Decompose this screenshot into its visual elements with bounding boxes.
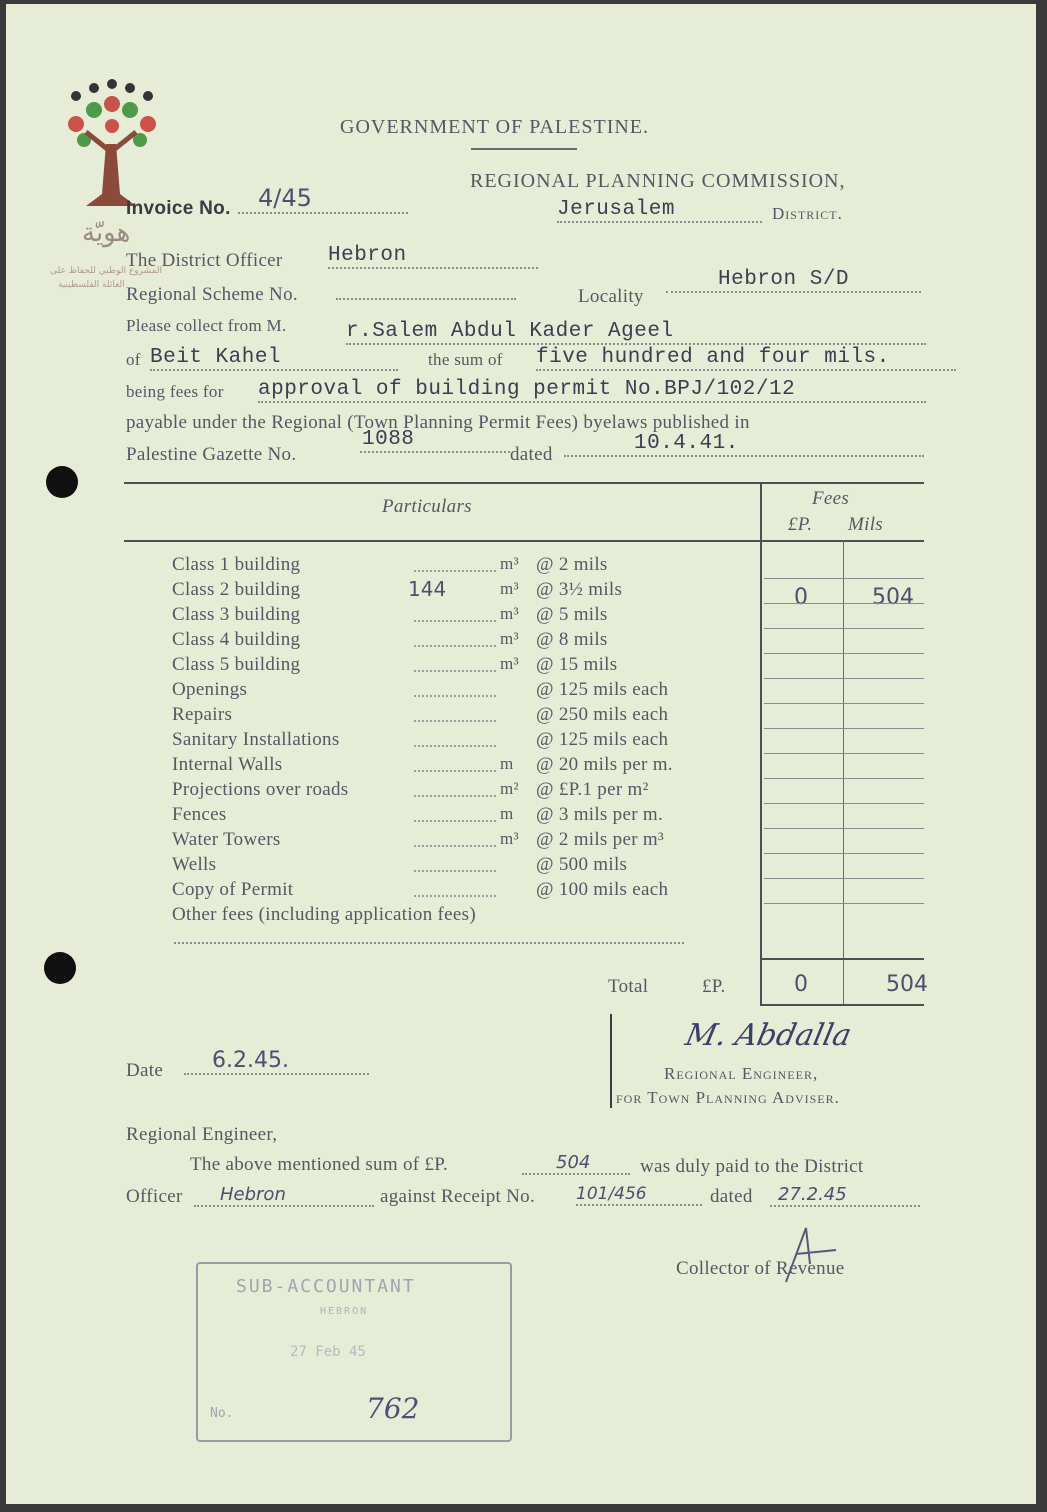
row-quantity-dots xyxy=(414,695,496,697)
fee-row-rule xyxy=(764,603,924,604)
stamp-line-1: SUB-ACCOUNTANT xyxy=(236,1276,416,1297)
row-unit: m² xyxy=(500,779,519,798)
fee-row-rule xyxy=(764,853,924,854)
lp-header: £P. xyxy=(788,514,813,535)
row-unit: m³ xyxy=(500,829,519,848)
logo-caption-1: المشروع الوطني للحفاظ على xyxy=(50,266,163,276)
of-label: of xyxy=(126,350,141,369)
row-quantity-dots xyxy=(414,795,496,797)
mils-header: Mils xyxy=(848,514,883,535)
row-rate: @ 20 mils per m. xyxy=(536,754,673,775)
collect-value: r.Salem Abdul Kader Ageel xyxy=(346,320,926,345)
receipt-officer-value: Hebron xyxy=(194,1184,374,1207)
fee-row-rule xyxy=(764,778,924,779)
row-name: Fences xyxy=(172,804,227,825)
collector-label: Collector of Revenue xyxy=(676,1258,845,1279)
row-fee-lp: 0 xyxy=(794,585,808,610)
fee-row-rule xyxy=(764,703,924,704)
receipt-amount: 504 xyxy=(522,1152,630,1175)
receipt-number-value: 101/456 xyxy=(576,1184,702,1206)
fee-row-rule xyxy=(764,878,924,879)
row-quantity-dots xyxy=(414,745,496,747)
receipt-salutation: Regional Engineer, xyxy=(126,1124,278,1145)
gazette-dated-label: dated xyxy=(510,444,553,465)
row-quantity-dots xyxy=(414,820,496,822)
other-fees-dots xyxy=(174,942,684,944)
table-top-rule xyxy=(124,482,924,484)
government-heading: GOVERNMENT OF PALESTINE. xyxy=(340,116,650,138)
punch-hole-top xyxy=(46,466,78,498)
date-label: Date xyxy=(126,1060,164,1081)
fees-for-label: being fees for xyxy=(126,382,224,401)
row-rate: @ 3 mils per m. xyxy=(536,804,664,825)
signature: M. Abdalla xyxy=(682,1018,855,1053)
row-unit: m³ xyxy=(500,554,519,573)
of-value: Beit Kahel xyxy=(150,346,398,371)
gazette-dated-value: 10.4.41. xyxy=(564,432,924,457)
row-quantity-dots xyxy=(414,720,496,722)
scheme-label: Regional Scheme No. xyxy=(126,284,298,305)
invoice-document xyxy=(6,4,1036,1504)
row-rate: @ 500 mils xyxy=(536,854,628,875)
row-unit: m³ xyxy=(500,579,519,598)
col-divider-1 xyxy=(760,482,762,1004)
signature-bracket xyxy=(610,1014,612,1108)
fee-row-rule xyxy=(764,803,924,804)
row-name: Sanitary Installations xyxy=(172,729,340,750)
tree-logo-icon xyxy=(56,74,166,214)
fee-row-rule xyxy=(764,653,924,654)
row-name: Internal Walls xyxy=(172,754,283,775)
row-quantity-dots xyxy=(414,570,496,572)
stamp-line-4: No. xyxy=(210,1406,234,1421)
receipt-line1-a: The above mentioned sum of £P. xyxy=(190,1154,449,1175)
fees-for-value: approval of building permit No.BPJ/102/12 xyxy=(258,378,926,403)
invoice-label: Invoice No. xyxy=(126,198,231,219)
row-name: Class 3 building xyxy=(172,604,301,625)
signature-title-2: for Town Planning Adviser. xyxy=(616,1088,840,1107)
row-rate: @ 2 mils per m³ xyxy=(536,829,664,850)
row-rate: @ 100 mils each xyxy=(536,879,669,900)
stamp-line-3: 27 Feb 45 xyxy=(290,1344,366,1360)
row-quantity-dots xyxy=(414,895,496,897)
row-rate: @ 15 mils xyxy=(536,654,618,675)
total-currency: £P. xyxy=(702,976,726,997)
row-name: Class 4 building xyxy=(172,629,301,650)
invoice-value: 4/45 xyxy=(238,184,408,214)
district-label: District. xyxy=(772,204,843,223)
signature-title-1: Regional Engineer, xyxy=(664,1064,819,1083)
officer-value: Hebron xyxy=(328,244,538,269)
sum-value: five hundred and four mils. xyxy=(536,346,956,371)
row-name: Copy of Permit xyxy=(172,879,294,900)
row-name: Class 1 building xyxy=(172,554,301,575)
district-value: Jerusalem xyxy=(557,198,762,223)
gazette-label: Palestine Gazette No. xyxy=(126,444,297,465)
commission-heading: REGIONAL PLANNING COMMISSION, xyxy=(470,170,846,192)
row-unit: m xyxy=(500,754,514,773)
row-quantity-dots xyxy=(414,845,496,847)
logo-caption-2: العائلة الفلسطينية xyxy=(58,280,125,290)
collect-label: Please collect from M. xyxy=(126,316,287,335)
total-mils: 504 xyxy=(886,972,928,997)
col-divider-2 xyxy=(843,540,844,1004)
receipt-line1-b: was duly paid to the District xyxy=(640,1156,864,1177)
officer-label: The District Officer xyxy=(126,250,283,271)
row-quantity-dots xyxy=(414,870,496,872)
row-rate: @ 8 mils xyxy=(536,629,608,650)
row-rate: @ 3½ mils xyxy=(536,579,623,600)
row-name: Class 2 building xyxy=(172,579,301,600)
logo xyxy=(56,74,176,254)
header-rule xyxy=(124,540,924,542)
row-quantity: 144 xyxy=(408,577,447,601)
row-rate: @ 2 mils xyxy=(536,554,608,575)
scheme-dots xyxy=(336,298,516,300)
total-top-rule xyxy=(760,958,924,960)
row-name: Water Towers xyxy=(172,829,281,850)
stamp-number: 762 xyxy=(366,1392,420,1425)
particulars-header: Particulars xyxy=(382,496,472,517)
fee-row-rule xyxy=(764,753,924,754)
row-rate: @ 250 mils each xyxy=(536,704,669,725)
row-unit: m xyxy=(500,804,514,823)
row-quantity-dots xyxy=(414,770,496,772)
row-unit: m³ xyxy=(500,654,519,673)
collector-initials-icon xyxy=(776,1224,846,1284)
receipt-officer-label: Officer xyxy=(126,1186,183,1207)
fees-header: Fees xyxy=(812,488,850,509)
heading-divider xyxy=(471,148,577,150)
gazette-value: 1088 xyxy=(360,428,510,453)
fee-row-rule xyxy=(764,678,924,679)
row-rate: @ 125 mils each xyxy=(536,679,669,700)
row-name: Wells xyxy=(172,854,217,875)
receipt-dated-label: dated xyxy=(710,1186,753,1207)
date-value: 6.2.45. xyxy=(184,1048,369,1075)
row-unit: m³ xyxy=(500,604,519,623)
total-label: Total xyxy=(608,976,649,997)
locality-value: Hebron S/D xyxy=(666,268,921,293)
total-bottom-rule xyxy=(760,1004,924,1006)
punch-hole-bottom xyxy=(44,952,76,984)
fee-row-rule xyxy=(764,628,924,629)
fee-row-rule xyxy=(764,828,924,829)
sum-label: the sum of xyxy=(428,350,503,369)
logo-text: هويّة xyxy=(82,218,131,248)
fee-row-rule xyxy=(764,578,924,579)
fee-row-rule xyxy=(764,728,924,729)
fee-row-rule xyxy=(764,903,924,904)
sub-accountant-stamp xyxy=(196,1262,512,1442)
row-fee-mils: 504 xyxy=(872,585,914,610)
row-name: Class 5 building xyxy=(172,654,301,675)
row-unit: m³ xyxy=(500,629,519,648)
stamp-line-2: HEBRON xyxy=(320,1306,369,1317)
row-quantity-dots xyxy=(414,645,496,647)
receipt-dated-value: 27.2.45 xyxy=(770,1184,920,1207)
row-rate: @ 5 mils xyxy=(536,604,608,625)
row-rate: @ 125 mils each xyxy=(536,729,669,750)
row-quantity-dots xyxy=(414,620,496,622)
total-lp: 0 xyxy=(794,972,808,997)
payable-text: payable under the Regional (Town Planning Permit Fees) byelaws published in xyxy=(126,412,750,433)
row-quantity-dots xyxy=(414,670,496,672)
row-rate: @ £P.1 per m² xyxy=(536,779,649,800)
row-name: Repairs xyxy=(172,704,233,725)
locality-label: Locality xyxy=(578,286,644,307)
row-name: Other fees (including application fees) xyxy=(172,904,476,925)
row-name: Projections over roads xyxy=(172,779,349,800)
receipt-number-label: against Receipt No. xyxy=(380,1186,536,1207)
row-name: Openings xyxy=(172,679,248,700)
